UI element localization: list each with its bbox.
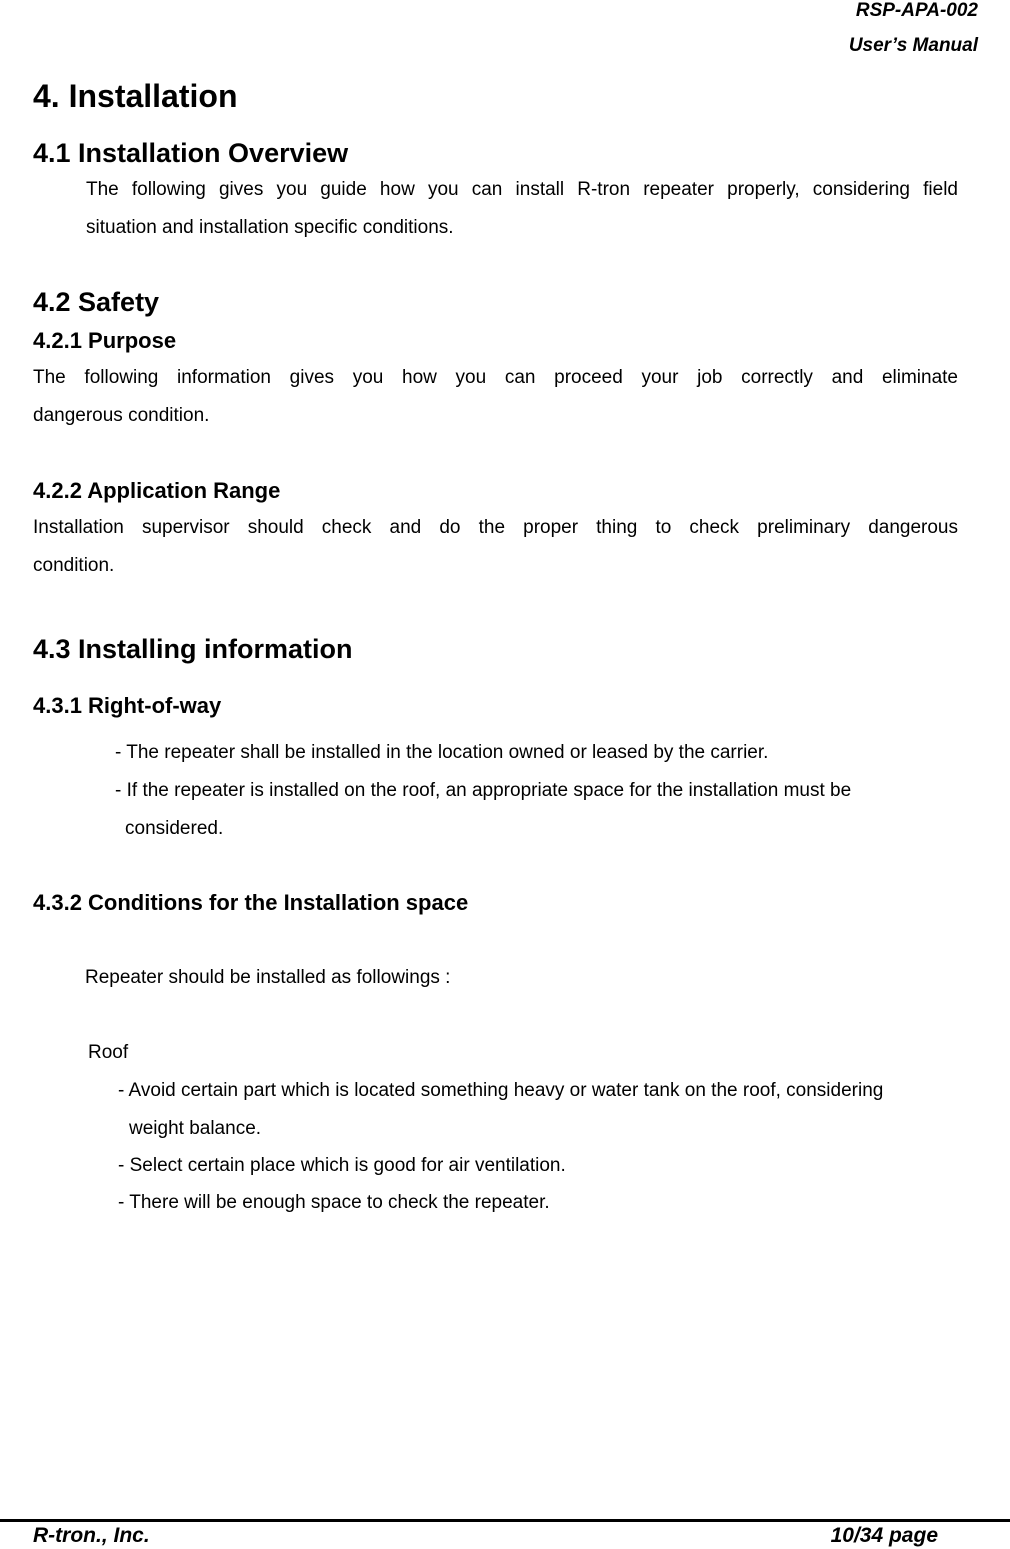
purpose-text-line2: dangerous condition. <box>33 405 210 426</box>
purpose-text-line1: The following information gives you how you can proceed your job correctly and eliminate <box>33 367 958 388</box>
application-range-text-line2: condition. <box>33 555 115 576</box>
overview-text-line1: The following gives you guide how you can install R-tron repeater properly, considering field <box>86 179 958 200</box>
subsection-title-4-3: 4.3 Installing information <box>33 634 353 664</box>
subsection-title-4-3-1: 4.3.1 Right-of-way <box>33 693 222 718</box>
subsection-title-4-2: 4.2 Safety <box>33 287 160 317</box>
roof-label: Roof <box>88 1042 129 1063</box>
subsection-title-4-3-2: 4.3.2 Conditions for the Installation space <box>33 890 469 915</box>
footer-company: R-tron., Inc. <box>33 1524 150 1547</box>
document-type: User’s Manual <box>848 35 978 56</box>
right-of-way-item-2-line1: - If the repeater is installed on the roof, an appropriate space for the installation must be <box>115 780 852 801</box>
right-of-way-item-2-line2: considered. <box>125 818 224 839</box>
roof-item-3: - There will be enough space to check the repeater. <box>118 1192 550 1213</box>
footer-rule <box>0 1519 1010 1522</box>
roof-item-1-line1: - Avoid certain part which is located something heavy or water tank on the roof, considering <box>118 1080 884 1101</box>
right-of-way-item-1: - The repeater shall be installed in the location owned or leased by the carrier. <box>115 742 769 763</box>
document-id: RSP-APA-002 <box>855 0 978 21</box>
subsection-title-4-1: 4.1 Installation Overview <box>33 138 349 168</box>
overview-text-line2: situation and installation specific conditions. <box>86 217 454 238</box>
roof-item-1-line2: weight balance. <box>129 1118 262 1139</box>
footer-page-number: 10/34 page <box>830 1524 938 1547</box>
application-range-text-line1: Installation supervisor should check and do the proper thing to check preliminary dangerous <box>33 517 958 538</box>
installation-space-intro: Repeater should be installed as followings : <box>85 967 451 988</box>
section-title: 4. Installation <box>33 78 238 114</box>
subsection-title-4-2-2: 4.2.2 Application Range <box>33 478 281 503</box>
subsection-title-4-2-1: 4.2.1 Purpose <box>33 328 177 353</box>
roof-item-2: - Select certain place which is good for air ventilation. <box>118 1155 566 1176</box>
